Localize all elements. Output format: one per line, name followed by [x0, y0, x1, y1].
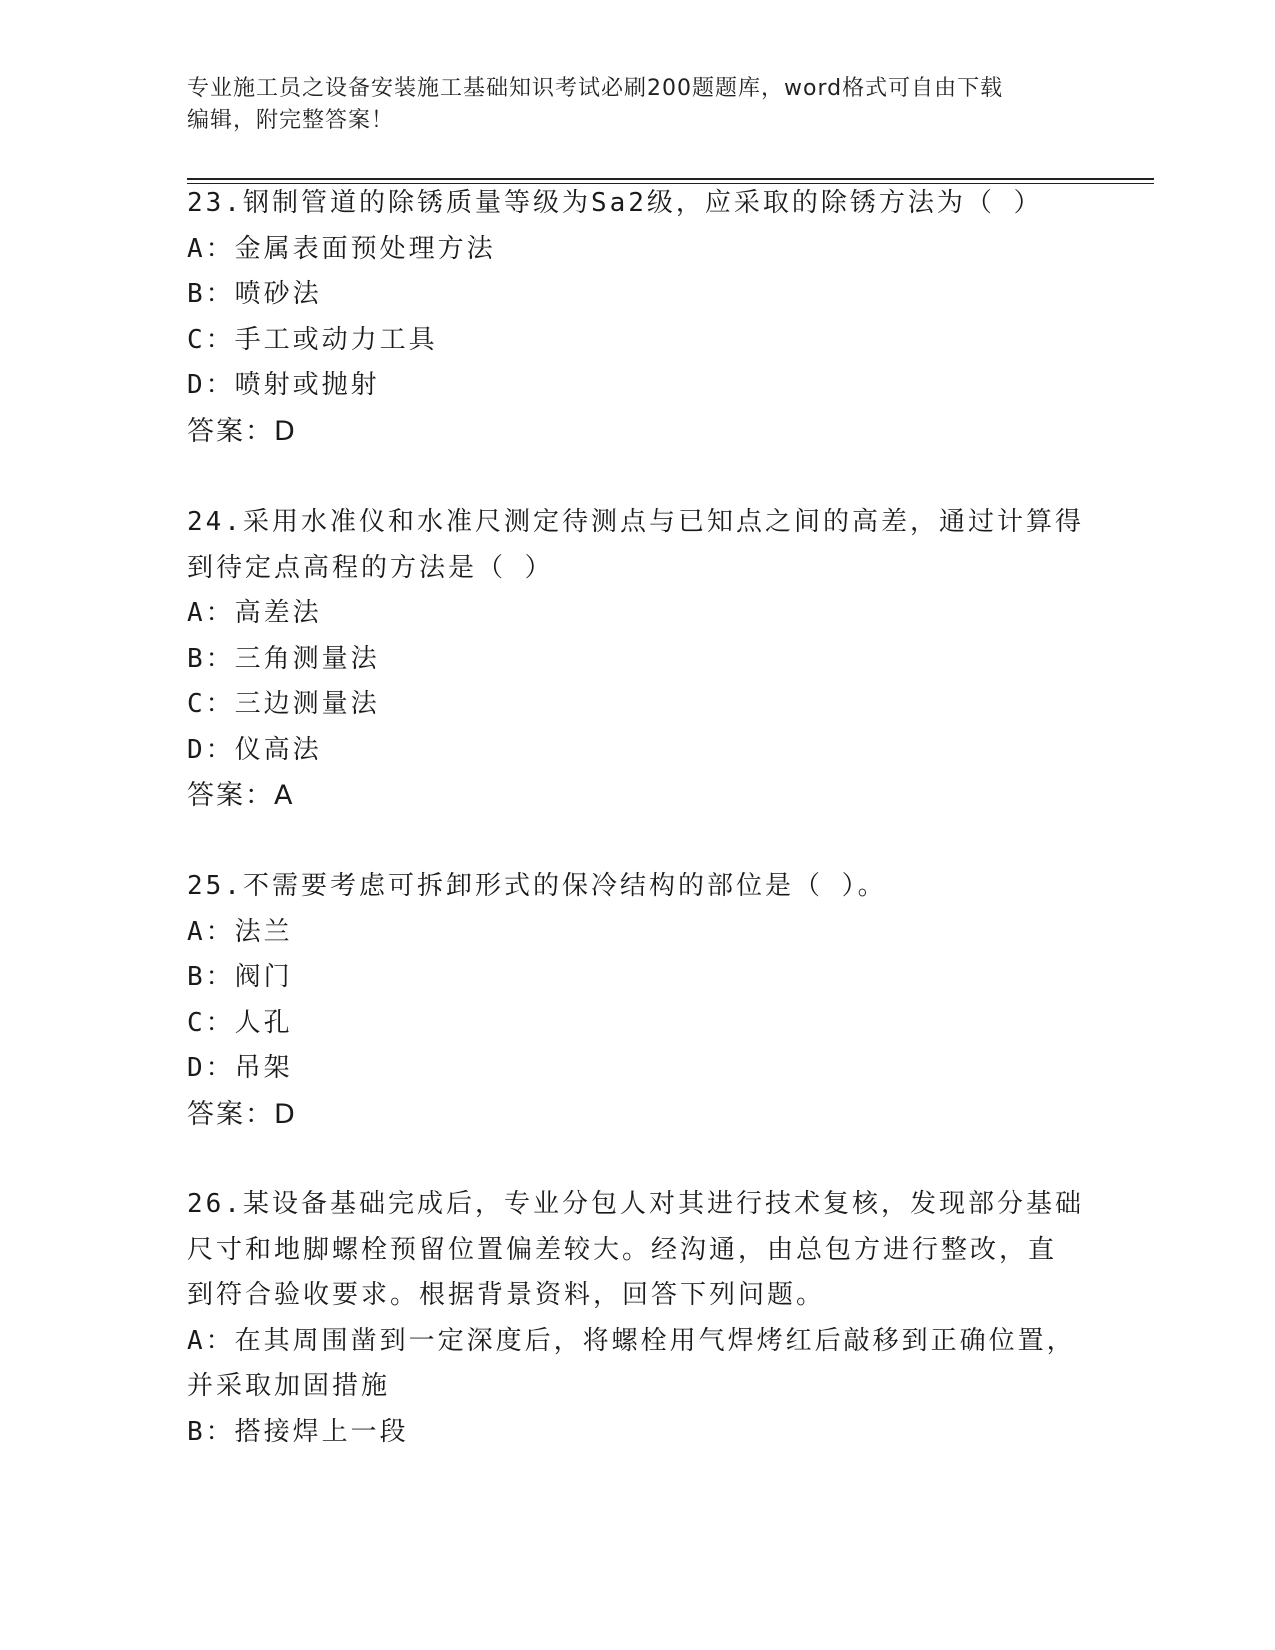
answer: 答案：D: [187, 415, 297, 447]
option-b: B：搭接焊上一段: [187, 1416, 409, 1447]
header-divider-thick: [187, 178, 1154, 180]
option-a-line-2: 并采取加固措施: [187, 1371, 391, 1401]
question-26: [187, 1182, 1087, 1455]
option-d: D：仪高法: [187, 734, 322, 765]
question-stem-line-2: 到待定点高程的方法是（ ）: [187, 552, 554, 583]
question-stem: 23.钢制管道的除锈质量等级为Sa2级，应采取的除锈方法为（ ）: [187, 188, 1043, 218]
document-header: [187, 73, 1087, 137]
option-c: C：手工或动力工具: [187, 324, 438, 355]
option-b: B：喷砂法: [187, 279, 322, 309]
option-d: D：吊架: [187, 1053, 293, 1083]
question-24: [187, 500, 1087, 819]
question-stem-line-1: 26.某设备基础完成后，专业分包人对其进行技术复核，发现部分基础: [187, 1189, 1084, 1219]
option-b: B：三角测量法: [187, 643, 380, 674]
question-stem-line-3: 到符合验收要求。根据背景资料，回答下列问题。: [187, 1280, 826, 1310]
question-23: [187, 181, 1087, 454]
option-d: D：喷射或抛射: [187, 370, 380, 400]
question-stem-line-1: 24.采用水准仪和水准尺测定待测点与已知点之间的高差，通过计算得: [187, 507, 1084, 537]
option-c: C：三边测量法: [187, 689, 380, 719]
question-stem: 25.不需要考虑可拆卸形式的保冷结构的部位是（ ）。: [187, 871, 887, 901]
option-b: B：阀门: [187, 962, 293, 992]
option-a: A：金属表面预处理方法: [187, 233, 496, 264]
option-a-line-1: A：在其周围凿到一定深度后，将螺栓用气焊烤红后敲移到正确位置，: [187, 1325, 1076, 1356]
header-line-2: 编辑，附完整答案！: [187, 108, 395, 133]
header-line-1: 专业施工员之设备安装施工基础知识考试必刷200题题库，word格式可自由下载: [187, 76, 1004, 101]
answer: 答案：D: [187, 1098, 297, 1130]
question-25: [187, 864, 1087, 1137]
question-stem-line-2: 尺寸和地脚螺栓预留位置偏差较大。经沟通，由总包方进行整改，直: [187, 1234, 1058, 1265]
answer: 答案：A: [187, 780, 295, 811]
option-a: A：高差法: [187, 598, 322, 628]
option-a: A：法兰: [187, 916, 293, 947]
option-c: C：人孔: [187, 1007, 293, 1038]
